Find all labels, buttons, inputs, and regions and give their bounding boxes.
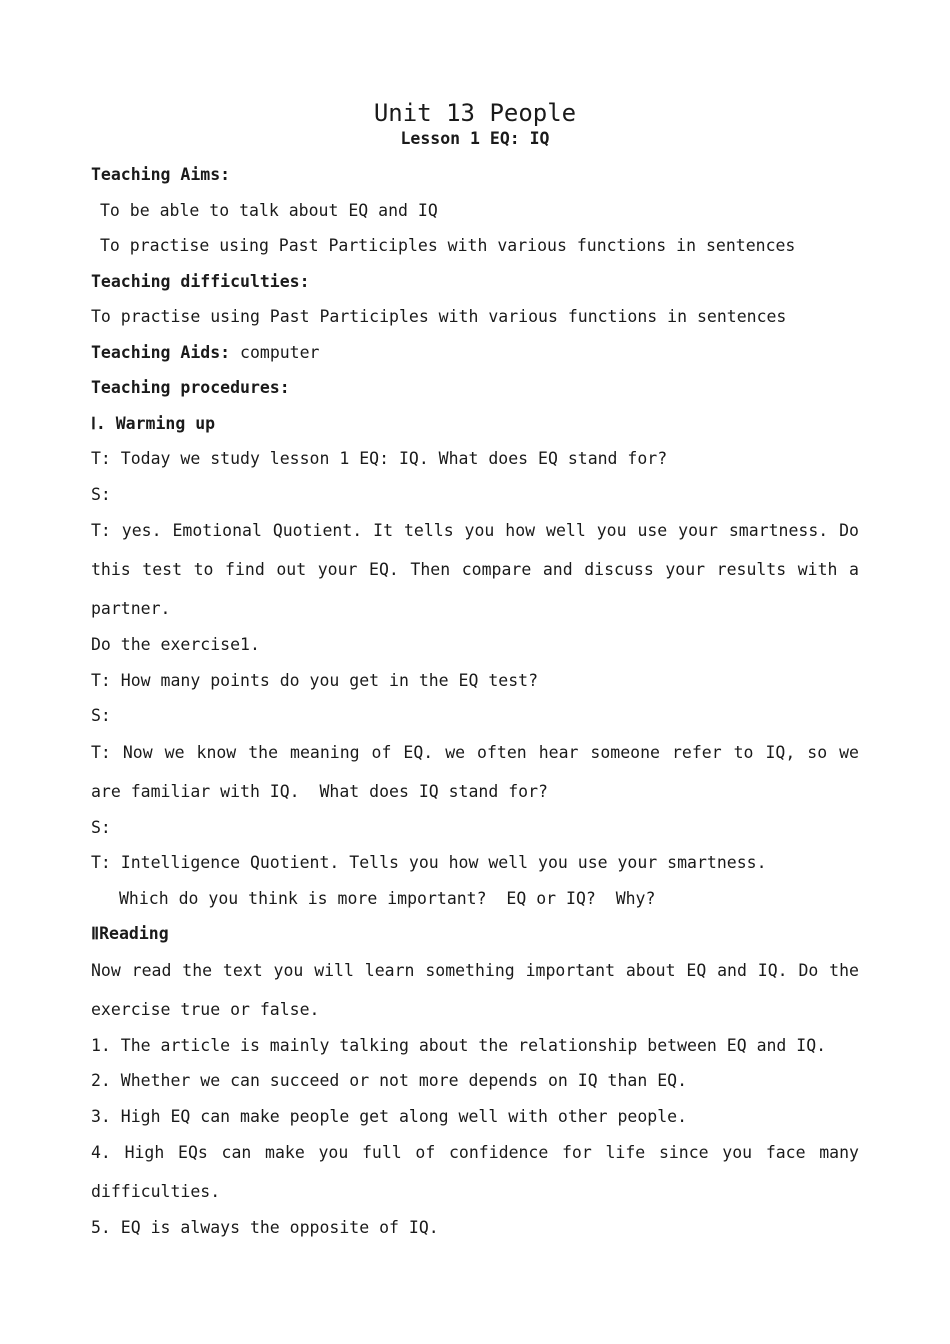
- dialogue-line: S:: [91, 706, 111, 725]
- dialogue-line: T: Today we study lesson 1 EQ: IQ. What does EQ stand for?: [91, 449, 668, 468]
- exercise-item: 4. High EQs can make you full of confidence for life since you face many difficulties.: [91, 1143, 869, 1201]
- difficulties-heading: Teaching difficulties:: [91, 271, 310, 291]
- exercise-item: 5. EQ is always the opposite of IQ.: [91, 1218, 439, 1237]
- dialogue-line: Do the exercise1.: [91, 635, 260, 654]
- reading-intro: Now read the text you will learn something important about EQ and IQ. Do the exercise true or false.: [91, 960, 869, 1019]
- aids-line: [91, 342, 859, 378]
- exercise-item: 2. Whether we can succeed or not more depends on IQ than EQ.: [91, 1071, 688, 1090]
- exercise-item: 3. High EQ can make people get along well with other people.: [91, 1106, 688, 1126]
- dialogue-line: T: Intelligence Quotient. Tells you how well you use your smartness.: [91, 853, 767, 872]
- unit-title: Unit 13 People: [373, 99, 577, 127]
- document-page: [91, 98, 869, 1253]
- aids-text: computer: [230, 342, 320, 362]
- dialogue-line: S:: [91, 817, 111, 837]
- exercise-item: 1. The article is mainly talking about the relationship between EQ and IQ.: [91, 1035, 827, 1055]
- aids-heading: Teaching Aids:: [91, 342, 231, 362]
- aim-item: To be able to talk about EQ and IQ: [100, 200, 438, 220]
- warming-heading: Ⅰ. Warming up: [91, 413, 216, 433]
- dialogue-line: T: How many points do you get in the EQ test?: [91, 670, 539, 690]
- reading-heading: ⅡReading: [91, 924, 169, 943]
- dialogue-line: S:: [91, 484, 111, 504]
- dialogue-line: Which do you think is more important? EQ or IQ? Why?: [119, 888, 656, 908]
- aims-heading: Teaching Aims:: [91, 165, 231, 184]
- aim-item: To practise using Past Participles with various functions in sentences: [100, 236, 796, 255]
- dialogue-line: T: Now we know the meaning of EQ. we often hear someone refer to IQ, so we are familiar with IQ. What does IQ stand for?: [91, 742, 869, 801]
- procedures-heading: Teaching procedures:: [91, 378, 290, 397]
- lesson-subtitle: Lesson 1 EQ: IQ: [400, 129, 550, 148]
- dialogue-line: T: yes. Emotional Quotient. It tells you how well you use your smartness. Do this test to find out your EQ. Then compare and discuss your results with a partner.: [91, 521, 869, 618]
- difficulties-text: To practise using Past Participles with various functions in sentences: [91, 307, 787, 326]
